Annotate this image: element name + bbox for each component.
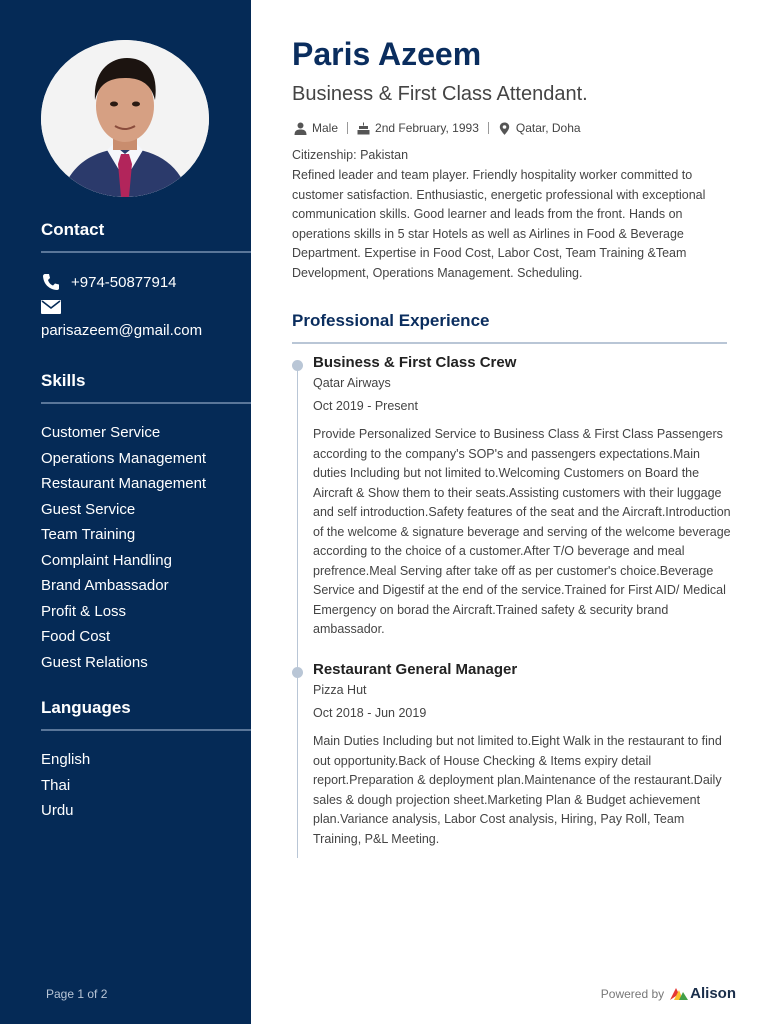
- profile-photo: [41, 40, 209, 197]
- cake-icon: [357, 122, 370, 135]
- languages-heading: Languages: [41, 698, 131, 717]
- experience-heading: Professional Experience: [292, 311, 490, 330]
- skills-list: [41, 420, 206, 675]
- timeline-dot: [292, 667, 303, 678]
- job-dates: Oct 2018 - Jun 2019: [313, 706, 427, 720]
- powered-by-text: Powered by: [600, 986, 665, 1001]
- profile-photo-illustration: [41, 40, 209, 197]
- phone-icon: [41, 272, 61, 292]
- languages-divider: [41, 729, 251, 731]
- meta-separator: [488, 122, 489, 134]
- location-text: Qatar, Doha: [515, 121, 581, 135]
- skill-item: Team Training: [41, 526, 136, 543]
- alison-logo[interactable]: [670, 985, 736, 1002]
- skill-item: Operations Management: [41, 449, 207, 467]
- alison-logo-icon: [670, 988, 688, 1000]
- sidebar: [0, 0, 251, 1024]
- skill-item: Complaint Handling: [41, 551, 172, 569]
- email-icon-row: [41, 297, 71, 317]
- location-pin-icon: [498, 122, 511, 135]
- contact-heading: Contact: [41, 220, 105, 239]
- job-company: Qatar Airways: [313, 376, 391, 390]
- skill-item: Profit & Loss: [41, 602, 127, 620]
- languages-list: [41, 747, 90, 824]
- profile-summary: Refined leader and team player. Friendly hospitality worker committed to customer satisfaction. Enthusiastic, energetic professional with exceptional communication skills. Good learner and leads from the front. Hands on operations skills in 5 star Hotels as well as Airlines in Food & Beverage Department. Expertise in Food Cost, Labor Cost, Team Training &Team Development, Operations Management. Scheduling.: [292, 168, 706, 280]
- citizenship-text: Citizenship: Pakistan: [292, 148, 409, 162]
- envelope-icon: [41, 297, 61, 317]
- skills-heading: Skills: [41, 371, 86, 390]
- skill-item: Restaurant Management: [41, 475, 207, 492]
- meta-separator: [347, 122, 348, 134]
- powered-by: [601, 985, 736, 1002]
- language-item: Thai: [41, 776, 71, 794]
- page-number: Page 1 of 2: [46, 987, 108, 1001]
- skill-item: Guest Service: [41, 500, 136, 518]
- skill-item: Brand Ambassador: [41, 577, 169, 594]
- skill-item: Customer Service: [41, 424, 161, 441]
- job-dates: Oct 2019 - Present: [313, 399, 418, 413]
- phone-number[interactable]: +974-50877914: [71, 273, 177, 291]
- skills-divider: [41, 402, 251, 404]
- birthdate-text: 2nd February, 1993: [375, 121, 479, 135]
- phone-row: [41, 272, 177, 292]
- language-item: English: [41, 751, 91, 768]
- contact-divider: [41, 251, 251, 253]
- personal-details: [294, 121, 581, 135]
- experience-entry: [313, 661, 731, 849]
- main-content: [251, 0, 768, 1024]
- timeline-dot: [292, 360, 303, 371]
- experience-entry: [313, 354, 731, 640]
- job-description: Main Duties Including but not limited to.Eight Walk in the restaurant to find out opportunity.Back of House Checking & Items expiry detail report.Preparation & deployment plan.Maintenance of the restaurant.Daily sales & dough projection sheet.Marketing Plan & Budget achievement plan.Variance analysis, Labor Cost analysis, Hiring, Pay Roll, Team Training, P&L Meeting.: [313, 734, 722, 846]
- job-company: Pizza Hut: [313, 683, 367, 697]
- experience-divider: [292, 342, 727, 344]
- email-address[interactable]: parisazeem@gmail.com: [41, 322, 203, 339]
- person-icon: [294, 122, 307, 135]
- timeline-line: [297, 366, 298, 858]
- skill-item: Food Cost: [41, 628, 111, 645]
- skill-item: Guest Relations: [41, 653, 148, 671]
- candidate-title: Business & First Class Attendant.: [292, 83, 588, 105]
- language-item: Urdu: [41, 802, 74, 819]
- gender-text: Male: [312, 121, 339, 135]
- candidate-name: Paris Azeem: [292, 36, 482, 72]
- job-role: Business & First Class Crew: [313, 354, 517, 371]
- job-role: Restaurant General Manager: [313, 661, 518, 678]
- alison-brand-text: Alison: [690, 985, 736, 1002]
- job-description: Provide Personalized Service to Business Class & First Class Passengers according to the company's SOP's and passengers expectations.Main duties Including but not limited to.Welcoming Customers on Board the Aircraft & Show them to their seats.Assisting customers with their luggage and self introduction.Safety features of the seat and the Aircraft.Introduction of the welcome & signature beverage and serving of the welcome beverage according to the choice of a customer.After T/O beverage and meal prefrence.Meal Serving after take off as per customer's choice.Beverage Service and Digestif at the end of the service.Trained for First AID/ Medical Emergency on borad the Aircraft.Trained safety & security brand ambassador.: [313, 427, 731, 636]
